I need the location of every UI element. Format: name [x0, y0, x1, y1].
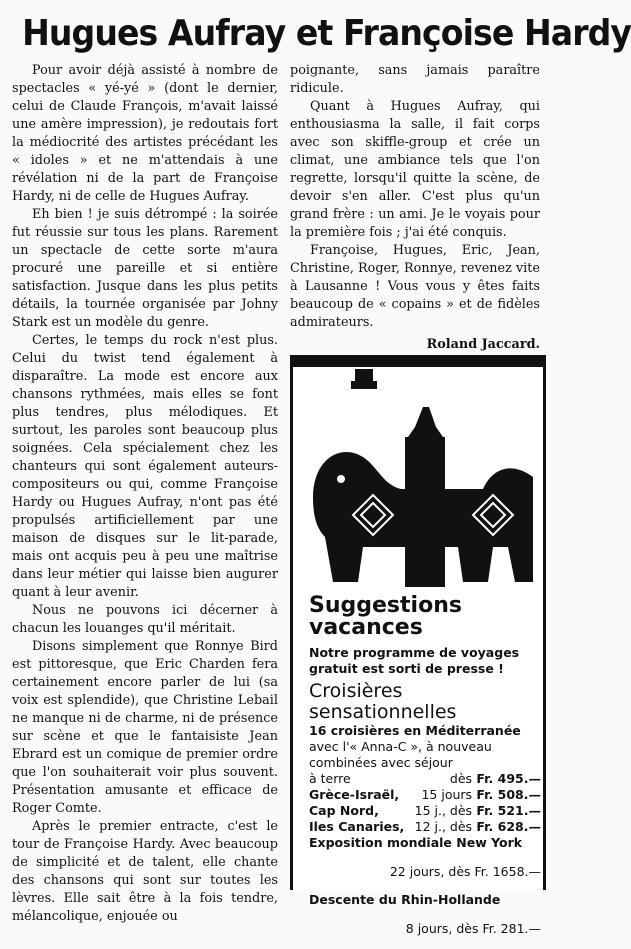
- price-row-duration: 15 j., dès: [414, 803, 473, 818]
- offer-line: avec l'« Anna-C », à nouveau: [309, 739, 492, 754]
- price-row-duration: dès: [449, 771, 473, 786]
- price-row-price: Fr. 508.—: [476, 787, 541, 802]
- left-column: [12, 62, 278, 926]
- signature: Roland Jaccard.: [426, 337, 540, 352]
- descent-detail: 8 jours, dès Fr. 281.—: [405, 920, 541, 936]
- price-row-duration: 12 j., dès: [414, 819, 473, 834]
- ad-title: Suggestions vacances: [309, 593, 462, 640]
- paragraph: Nous ne pouvons ici décerner à chacun les louanges qu'il méritait.: [12, 603, 278, 636]
- price-row: [309, 819, 541, 835]
- horse-illustration: [293, 367, 543, 597]
- price-row-label: Grèce-Israël,: [309, 787, 400, 802]
- travel-advertisement: [290, 355, 546, 936]
- headline: Hugues Aufray et Françoise Hardy: [22, 13, 631, 54]
- descent-title: Descente du Rhin-Hollande: [309, 892, 501, 907]
- price-row-price: Fr. 521.—: [476, 803, 541, 818]
- paragraph: Quant à Hugues Aufray, qui enthousiasma la salle, il fait corps avec son skiffle-group et crée un climat, une ambiance tels que l'on regrette, lorsqu'il quitte la scène, de devoir s'en aller. C'est plus qu'un grand frère : un ami. Je le voyais pour la première fois ; j'ai été conquis.: [290, 99, 540, 240]
- price-row-duration: 15 jours: [421, 787, 473, 802]
- right-column: [290, 62, 540, 354]
- expo-title: Exposition mondiale New York: [309, 835, 523, 850]
- price-row-label: Cap Nord,: [309, 803, 379, 818]
- offer-line: 16 croisières en Méditerranée: [309, 723, 521, 738]
- paragraph: Pour avoir déjà assisté à nombre de spectacles « yé-yé » (dont le dernier, celui de Claude François, m'avait laissé une amère impression), je redoutais fort la médiocrité des artistes précédant les « idoles » et ne m'attendais à une révélation ni de la part de Françoise Hardy, ni de celle de Hugues Aufray.: [12, 63, 278, 204]
- paragraph: Disons simplement que Ronnye Bird est pittoresque, que Eric Charden fera certainement encore parler de lui (sa voix est splendide), que Christine Lebail ne manque ni de charme, ni de présence sur scène et que le fantaisiste Jean Ebrard est un comique de premier ordre que l'on souhaiterait voir plus souvent. Présentation amusante et efficace de Roger Comte.: [12, 639, 278, 816]
- price-row: [309, 803, 541, 819]
- paragraph: Eh bien ! je suis détrompé : la soirée fut réussie sur tous les plans. Rarement un spectacle de cette sorte m'aura procuré une pareille et si entière satisfaction. Jusque dans les plus petits détails, la tournée organisée par Johny Stark est un modèle du genre.: [12, 207, 278, 330]
- price-row: [309, 787, 541, 803]
- paragraph: Après le premier entracte, c'est le tour de Françoise Hardy. Avec beaucoup de simplicité et de talent, elle chante des chansons qui sont sur toutes les lèvres. Elle sait être à la fois tendre, mélancolique, enjouée ou: [12, 819, 278, 924]
- paragraph-continuation: poignante, sans jamais paraître ridicule.: [290, 63, 540, 96]
- offer-line: combinées avec séjour: [309, 755, 453, 770]
- ad-subtitle: Croisières sensationnelles: [309, 680, 457, 723]
- price-row-price: Fr. 495.—: [476, 771, 541, 786]
- paragraph: Certes, le temps du rock n'est plus. Celui du twist tend également à disparaître. La mode est encore aux chansons rythmées, mais elles se font plus tendres, plus mélodiques. Et surtout, les paroles sont beaucoup plus soignées. Cela spécialement chez les chanteurs qui sont également auteurs-compositeurs ou qui, comme Françoise Hardy ou Hugues Aufray, n'ont pas été propulsés artificiellement par une maison de disques sur le lit-parade, mais ont acquis peu à peu une maîtrise dans leur métier qui laisse bien augurer quant à leur avenir.: [12, 333, 278, 600]
- expo-detail: 22 jours, dès Fr. 1658.—: [389, 863, 541, 879]
- paragraph: Françoise, Hugues, Eric, Jean, Christine, Roger, Ronnye, revenez vite à Lausanne ! Vous vous y êtes faits beaucoup de « copains » et de fidèles admirateurs.: [290, 243, 540, 330]
- price-row-price: Fr. 628.—: [476, 819, 541, 834]
- price-row-label: à terre: [309, 771, 351, 786]
- price-row-label: Iles Canaries,: [309, 819, 405, 834]
- price-row: [309, 771, 541, 787]
- ad-lead: Notre programme de voyages gratuit est sorti de presse !: [309, 645, 520, 676]
